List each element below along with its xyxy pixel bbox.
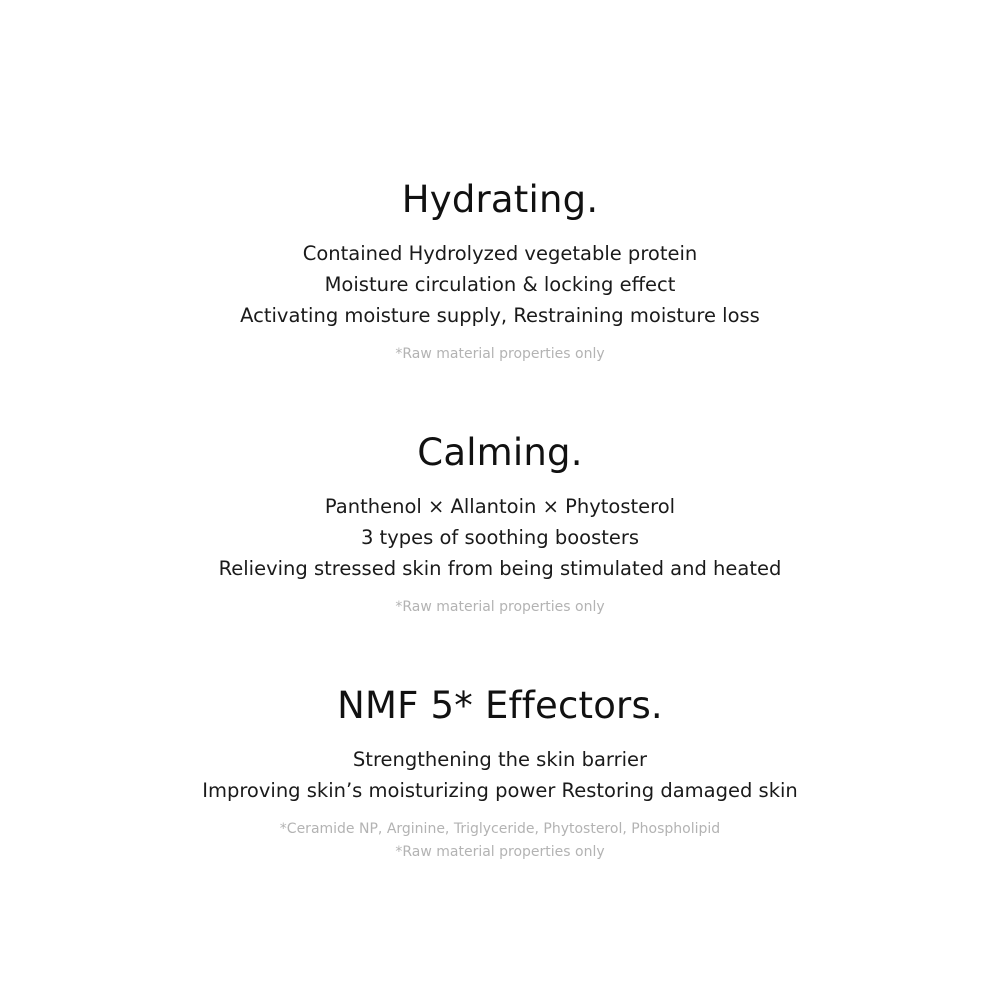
description-line: Moisture circulation & locking effect [324, 273, 676, 296]
footnotes-nmf-effectors [0, 818, 1000, 864]
section-description-nmf-effectors [0, 744, 1000, 806]
footnote: *Raw material properties only [395, 346, 605, 362]
section-title-nmf-effectors: NMF 5* Effectors. [337, 684, 663, 727]
description-line: Improving skin’s moisturizing power Restoring damaged skin [202, 779, 798, 802]
section-hydrating [0, 172, 1000, 366]
description-line: Relieving stressed skin from being stimulated and heated [218, 557, 782, 580]
description-line: Strengthening the skin barrier [352, 748, 648, 771]
description-line: Panthenol × Allantoin × Phytosterol [324, 495, 676, 518]
footnote: *Ceramide NP, Arginine, Triglyceride, Phytosterol, Phospholipid [279, 821, 721, 837]
section-nmf-effectors [0, 678, 1000, 864]
description-line: 3 types of soothing boosters [360, 526, 640, 549]
section-description-hydrating [0, 238, 1000, 331]
section-description-calming [0, 491, 1000, 584]
footnotes-hydrating [0, 343, 1000, 366]
section-title-hydrating: Hydrating. [401, 178, 599, 221]
description-line: Activating moisture supply, Restraining moisture loss [240, 304, 760, 327]
footnotes-calming [0, 596, 1000, 619]
description-line: Contained Hydrolyzed vegetable protein [302, 242, 698, 265]
section-calming [0, 425, 1000, 619]
footnote: *Raw material properties only [395, 599, 605, 615]
section-title-calming: Calming. [417, 431, 583, 474]
footnote: *Raw material properties only [395, 844, 605, 860]
